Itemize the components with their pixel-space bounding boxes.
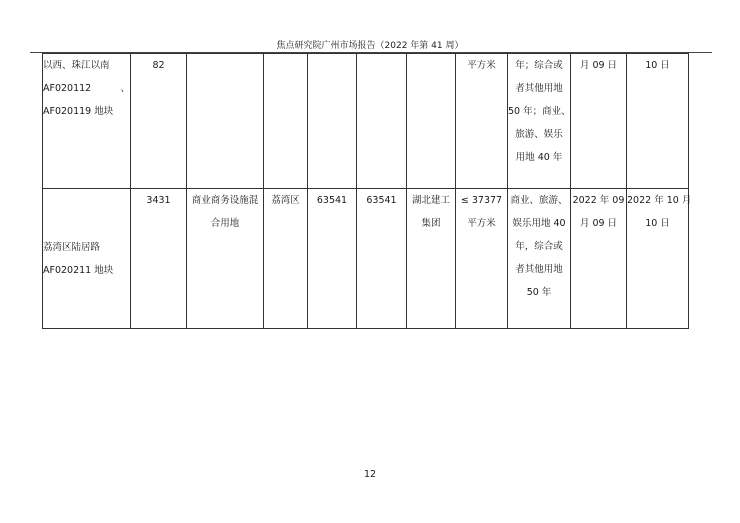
start-date-cell: 2022 年 09 月 09 日 [571,189,627,329]
parcel-name-line: AF020119 地块 [43,106,114,117]
value-cell [357,54,407,189]
parcel-name-line: AF020211 地块 [43,264,114,276]
end-date-cell: 2022 年 10 月 10 日 [627,189,689,329]
floor-area-cell: ≤ 37377 平方米 [456,189,508,329]
parcel-name-line: 荔湾区陆居路 [43,241,101,253]
area-cell: 3431 [131,189,187,329]
term-cell: 商业、旅游、 娱乐用地 40 年，综合或 者其他用地 50 年 [508,189,571,329]
page-number: 12 [363,469,377,480]
table-row [43,54,689,189]
parcel-name-cell [43,189,131,329]
value-cell: 63541 [308,189,357,329]
company-cell: 湖北建工 集团 [407,189,456,329]
end-date-cell: 10 日 [627,54,689,189]
table-row [43,189,689,329]
land-use-cell: 商业商务设施混 合用地 [187,189,264,329]
district-cell: 荔湾区 [264,189,308,329]
land-transaction-table [42,53,692,329]
district-cell [264,54,308,189]
value-cell: 63541 [357,189,407,329]
parcel-name-cell [43,54,131,189]
parcel-name-line: AF020112 、 [43,83,130,94]
term-cell: 年；综合或 者其他用地 50 年；商业、 旅游、娱乐 用地 40 年 [508,54,571,189]
company-cell [407,54,456,189]
value-cell [308,54,357,189]
floor-area-cell: 平方米 [456,54,508,189]
parcel-name-line: 以西、珠江以南 [43,60,110,71]
start-date-cell: 月 09 日 [571,54,627,189]
land-use-cell [187,54,264,189]
page-header: 焦点研究院广州市场报告（2022 年第 41 周） [276,41,464,51]
area-cell: 82 [131,54,187,189]
